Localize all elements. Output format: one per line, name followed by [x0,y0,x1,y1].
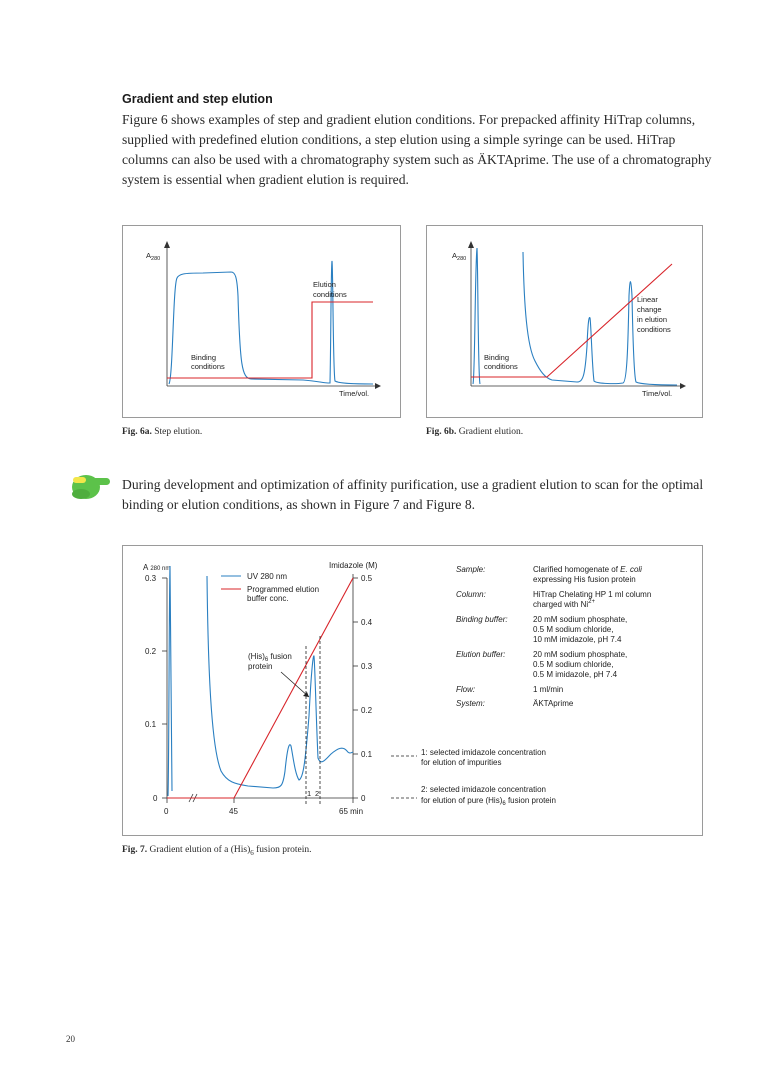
info-val-column-2: charged with $Ni^{2+}$ [533,599,595,609]
info-key-system: System: [456,699,485,708]
right-tick-label: 0.2 [361,706,373,715]
his-label-2: protein [248,662,273,671]
right-tick-label: 0.1 [361,750,373,759]
programmed-gradient-7 [167,578,353,798]
info-val-elution-2: 0.5 M sodium chloride, [533,660,614,669]
linear-label-2: change [637,305,662,314]
his-label-1: $(His)_6$ fusion [248,652,292,663]
legend-programmed-1: Programmed elution [247,585,320,594]
uv-trace-7 [207,576,353,788]
left-tick-label: 0 [153,794,158,803]
right-tick-label: 0 [361,794,366,803]
figure-6b [426,225,703,418]
info-key-elution: Elution buffer: [456,650,506,659]
marker-label-1: 1 [307,789,312,798]
note-1-line2: for elution of impurities [421,758,502,767]
y-axis-arrow [468,241,474,248]
left-tick-label: 0.1 [145,720,157,729]
elution-label-6a-2: conditions [313,290,347,299]
info-val-system: ÄKTAprime [533,699,574,708]
x-tick-label: 45 [229,807,238,816]
pointing-hand-tip-icon [68,468,110,502]
caption-6a: Fig. 6a. Step elution. [122,427,203,437]
x-tick-label: 0 [164,807,169,816]
info-val-flow: 1 ml/min [533,685,564,694]
binding-label-6a-2: conditions [191,362,225,371]
y-axis-label: $A_{280}$ [452,251,467,262]
info-val-elution-3: 0.5 M imidazole, pH 7.4 [533,670,618,679]
note-1-line1: 1: selected imidazole concentration [421,748,546,757]
left-tick-label: 0.3 [145,574,157,583]
left-tick-label: 0.2 [145,647,157,656]
right-tick-label: 0.5 [361,574,373,583]
his-arrow [281,672,309,697]
info-key-flow: Flow: [456,685,476,694]
legend-programmed-2: buffer conc. [247,594,289,603]
y-axis-arrow [164,241,170,248]
x-tick-label: 65 min [339,807,364,816]
note-2-line2: for elution of pure $(His)_6$ fusion protein [421,796,556,807]
info-panel [456,565,651,708]
marker-label-2: 2 [315,789,320,798]
linear-label-3: in elution [637,315,668,324]
tip-paragraph: During development and optimization of affinity purification, use a gradient elution to scan for the optimal binding or elution conditions, as shown in Figure 7 and Figure 8. [122,477,704,512]
linear-label-4: conditions [637,325,671,334]
figure-6a-plot [123,226,400,417]
binding-label-6b-1: Binding [484,353,510,362]
figure-6b-plot [427,226,702,417]
figure-6a [122,225,401,418]
x-axis-label-6a: Time/vol. [339,389,370,398]
info-val-binding-3: 10 mM imidazole, pH 7.4 [533,635,622,644]
section-heading: Gradient and step elution [122,92,273,106]
uv-trace-6b-first [473,248,480,384]
figure-7 [122,545,703,836]
page-number: 20 [66,1034,75,1044]
elution-label-6a-1: Elution [313,280,336,289]
y-axis-label: $A_{280}$ [146,251,161,262]
right-axis-label: Imidazole (M) [329,561,378,570]
info-val-binding-1: 20 mM sodium phosphate, [533,615,628,624]
x-axis-arrow [680,383,686,389]
info-val-binding-2: 0.5 M sodium chloride, [533,625,614,634]
info-val-sample-2: expressing His fusion protein [533,575,636,584]
left-axis-label: A 280 nm [143,563,171,572]
info-val-elution-1: 20 mM sodium phosphate, [533,650,628,659]
figure-7-plot [123,546,702,835]
note-2-line1: 2: selected imidazole concentration [421,785,546,794]
caption-6b: Fig. 6b. Gradient elution. [426,427,524,437]
info-val-sample: Clarified homogenate of E. coli [533,565,642,574]
info-val-column: HiTrap Chelating HP 1 ml column [533,590,652,599]
info-key-column: Column: [456,590,486,599]
uv-trace-7-first [168,566,172,796]
binding-label-6a-1: Binding [191,353,217,362]
right-tick-label: 0.3 [361,662,373,671]
x-axis-label-6b: Time/vol. [642,389,673,398]
linear-label-1: Linear [637,295,658,304]
x-axis-arrow [375,383,381,389]
binding-label-6b-2: conditions [484,362,518,371]
legend-uv: UV 280 nm [247,572,288,581]
info-key-binding: Binding buffer: [456,615,508,624]
caption-7: Fig. 7. Gradient elution of a $(His)_6$ fusion protein. [122,845,312,857]
info-key-sample: Sample: [456,565,486,574]
intro-paragraph: Figure 6 shows examples of step and gradient elution conditions. For prepacked affinity HiTrap columns, supplied with predefined elution conditions, a step elution using a simple syringe can be used. HiTrap columns can also be used with a chromatography system such as ÄKTAprime. The use of a chromatography system is essential when gradient elution is required. [122,112,712,187]
right-tick-label: 0.4 [361,618,373,627]
